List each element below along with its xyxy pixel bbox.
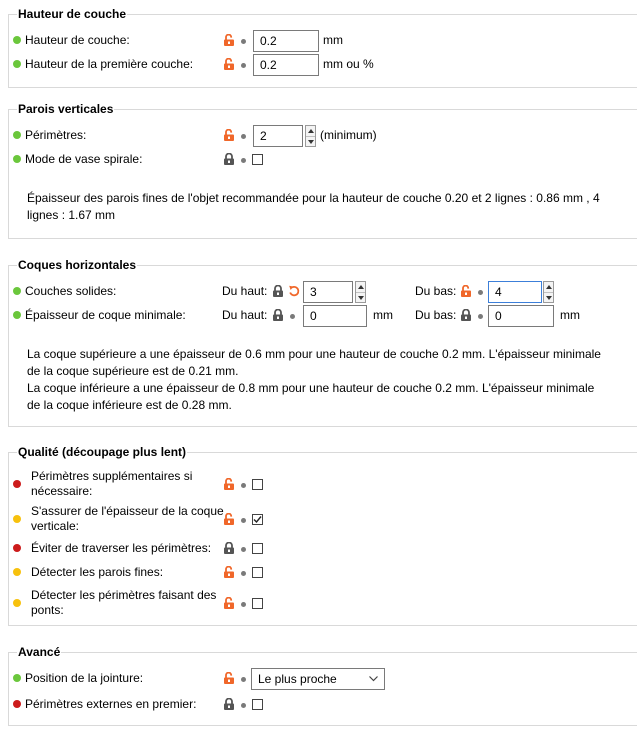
status-dot-green xyxy=(13,60,21,68)
bottom-min-thickness-input[interactable]: 0 xyxy=(488,305,554,327)
unit-label: mm xyxy=(323,33,343,47)
avoid-crossing-checkbox[interactable] xyxy=(252,543,263,554)
vertical-shells-section xyxy=(8,102,637,239)
bottom-solid-layers-input[interactable]: 4 xyxy=(488,281,542,303)
unlocked-lock-icon[interactable] xyxy=(223,58,235,70)
label-line: ponts: xyxy=(31,603,64,617)
spin-up-icon[interactable] xyxy=(356,282,365,293)
note-line: La coque supérieure a une épaisseur de 0.6 mm pour une hauteur de couche 0.2 mm. L'épaisseur minimale xyxy=(27,347,601,361)
top-solid-layers-input[interactable]: 3 xyxy=(303,281,353,303)
label-line: Détecter les périmètres faisant des xyxy=(31,588,217,602)
unlocked-lock-icon[interactable] xyxy=(223,672,235,684)
avoid-crossing-label: Éviter de traverser les périmètres: xyxy=(31,541,212,555)
undo-arrow-icon[interactable] xyxy=(288,285,300,297)
perimeters-spinner[interactable] xyxy=(305,125,316,147)
spiral-vase-row xyxy=(9,148,637,172)
bridge-perimeters-row xyxy=(9,586,637,620)
note-line: La coque inférieure a une épaisseur de 0.8 mm pour une hauteur de couche 0.2 mm. L'épaisseur minimale xyxy=(27,381,595,395)
status-dot-green xyxy=(13,287,21,295)
min-shell-thickness-row xyxy=(9,304,637,328)
value-dot-icon xyxy=(241,158,246,163)
status-dot-red xyxy=(13,480,21,488)
external-perimeters-first-checkbox[interactable] xyxy=(252,699,263,710)
status-dot-green xyxy=(13,131,21,139)
unlocked-lock-icon[interactable] xyxy=(223,566,235,578)
unit-label: mm ou % xyxy=(323,57,374,71)
ensure-vertical-thickness-label xyxy=(31,504,224,534)
extra-perimeters-label xyxy=(31,469,192,499)
thin-walls-checkbox[interactable] xyxy=(252,567,263,578)
top-label: Du haut: xyxy=(222,308,268,322)
seam-position-label: Position de la jointure: xyxy=(25,671,144,685)
unlocked-lock-icon[interactable] xyxy=(223,478,235,490)
value-dot-icon xyxy=(241,571,246,576)
bridge-perimeters-label xyxy=(31,588,216,618)
status-dot-red xyxy=(13,700,21,708)
label-line: nécessaire: xyxy=(31,484,93,498)
layer-height-input[interactable]: 0.2 xyxy=(253,30,319,52)
locked-lock-icon[interactable] xyxy=(272,285,284,297)
note-line: de la coque inférieure est de 0.28 mm. xyxy=(27,398,232,412)
locked-lock-icon[interactable] xyxy=(272,309,284,321)
locked-lock-icon[interactable] xyxy=(460,309,472,321)
extra-perimeters-row xyxy=(9,467,637,501)
vertical-shells-title: Parois verticales xyxy=(18,102,114,116)
external-perimeters-first-row xyxy=(9,693,637,717)
bottom-label: Du bas: xyxy=(415,308,457,322)
extra-perimeters-checkbox[interactable] xyxy=(252,479,263,490)
unlocked-lock-icon[interactable] xyxy=(223,34,235,46)
quality-title: Qualité (découpage plus lent) xyxy=(18,445,187,459)
ensure-vertical-thickness-row xyxy=(9,502,637,536)
dropdown-value: Le plus proche xyxy=(258,672,337,686)
thin-walls-label: Détecter les parois fines: xyxy=(31,565,164,579)
wall-thickness-note: Épaisseur des parois fines de l'objet recommandée pour la hauteur de couche 0.20 et 2 lignes : 0.86 mm , 4 lignes : 1.67 mm xyxy=(27,191,600,222)
note-line: de la coque supérieure est de 0.21 mm. xyxy=(27,364,239,378)
seam-position-row xyxy=(9,667,637,691)
horizontal-shells-section xyxy=(8,258,637,427)
avoid-crossing-row xyxy=(9,537,637,561)
first-layer-height-row xyxy=(9,53,637,77)
top-solid-layers-spinner[interactable] xyxy=(355,281,366,303)
value-dot-icon xyxy=(478,314,483,319)
unlocked-lock-icon[interactable] xyxy=(223,597,235,609)
label-line: S'assurer de l'épaisseur de la coque xyxy=(31,504,224,518)
external-perimeters-first-label: Périmètres externes en premier: xyxy=(25,697,197,711)
bridge-perimeters-checkbox[interactable] xyxy=(252,598,263,609)
locked-lock-icon[interactable] xyxy=(223,698,235,710)
status-dot-red xyxy=(13,544,21,552)
seam-position-dropdown[interactable] xyxy=(251,668,385,690)
perimeters-input[interactable]: 2 xyxy=(253,125,303,147)
perimeters-label: Périmètres: xyxy=(25,128,87,142)
solid-layers-label: Couches solides: xyxy=(25,284,117,298)
value-dot-icon xyxy=(241,134,246,139)
status-dot-green xyxy=(13,155,21,163)
spin-down-icon[interactable] xyxy=(544,293,553,303)
status-dot-green xyxy=(13,36,21,44)
value-dot-icon xyxy=(241,483,246,488)
spiral-vase-label: Mode de vase spirale: xyxy=(25,152,143,166)
minimum-label: (minimum) xyxy=(320,128,377,142)
value-dot-icon xyxy=(241,677,246,682)
horizontal-shells-title: Coques horizontales xyxy=(18,258,137,272)
top-label: Du haut: xyxy=(222,284,268,298)
locked-lock-icon[interactable] xyxy=(223,542,235,554)
ensure-vertical-thickness-checkbox[interactable] xyxy=(252,514,263,525)
bottom-solid-layers-spinner[interactable] xyxy=(543,281,554,303)
first-layer-height-label: Hauteur de la première couche: xyxy=(25,57,194,71)
checkmark-icon xyxy=(253,515,262,524)
status-dot-yellow xyxy=(13,515,21,523)
spin-down-icon[interactable] xyxy=(356,293,365,303)
advanced-section xyxy=(8,645,637,726)
locked-lock-icon[interactable] xyxy=(223,153,235,165)
unit-label: mm xyxy=(373,308,393,322)
layer-height-row xyxy=(9,29,637,53)
first-layer-height-input[interactable]: 0.2 xyxy=(253,54,319,76)
chevron-down-icon xyxy=(369,676,378,682)
quality-section xyxy=(8,445,637,626)
value-dot-icon xyxy=(290,314,295,319)
label-line: verticale: xyxy=(31,519,80,533)
unlocked-lock-icon[interactable] xyxy=(460,285,472,297)
value-dot-icon xyxy=(478,290,483,295)
shell-thickness-note xyxy=(27,346,627,414)
perimeters-row xyxy=(9,124,637,148)
value-dot-icon xyxy=(241,63,246,68)
unlocked-lock-icon[interactable] xyxy=(223,513,235,525)
unit-label: mm xyxy=(560,308,580,322)
status-dot-yellow xyxy=(13,568,21,576)
layer-height-label: Hauteur de couche: xyxy=(25,33,130,47)
unlocked-lock-icon[interactable] xyxy=(223,129,235,141)
spin-up-icon[interactable] xyxy=(306,126,315,137)
value-dot-icon xyxy=(241,39,246,44)
status-dot-green xyxy=(13,311,21,319)
advanced-title: Avancé xyxy=(18,645,61,659)
bottom-label: Du bas: xyxy=(415,284,457,298)
thin-walls-row xyxy=(9,561,637,585)
spin-down-icon[interactable] xyxy=(306,137,315,147)
min-shell-thickness-label: Épaisseur de coque minimale: xyxy=(25,308,186,322)
value-dot-icon xyxy=(241,547,246,552)
value-dot-icon xyxy=(241,703,246,708)
solid-layers-row xyxy=(9,280,637,304)
layer-height-section xyxy=(8,7,637,88)
spiral-vase-checkbox[interactable] xyxy=(252,154,263,165)
value-dot-icon xyxy=(241,518,246,523)
status-dot-yellow xyxy=(13,599,21,607)
label-line: Périmètres supplémentaires si xyxy=(31,469,193,483)
layer-height-title: Hauteur de couche xyxy=(18,7,127,21)
top-min-thickness-input[interactable]: 0 xyxy=(303,305,367,327)
status-dot-green xyxy=(13,674,21,682)
spin-up-icon[interactable] xyxy=(544,282,553,293)
value-dot-icon xyxy=(241,602,246,607)
